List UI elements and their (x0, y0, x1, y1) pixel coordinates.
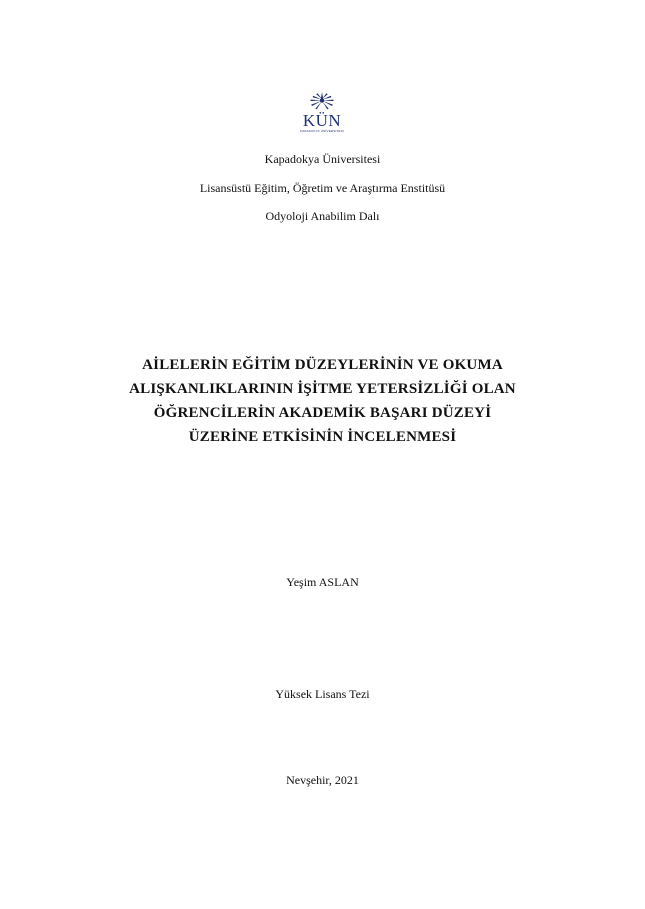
university-logo (297, 90, 347, 133)
author-name: Yeşim ASLAN (286, 575, 359, 589)
department-name: Odyoloji Anabilim Dalı (265, 209, 380, 223)
university-name: Kapadokya Üniversitesi (264, 152, 381, 166)
kun-university-emblem-icon (308, 90, 336, 112)
thesis-title (90, 353, 555, 449)
thesis-title-line: AİLELERİN EĞİTİM DÜZEYLERİNİN VE OKUMA (142, 357, 503, 373)
logo-subtext: KAPADOKYA ÜNİVERSİTESİ (300, 129, 344, 133)
institute-name: Lisansüstü Eğitim, Öğretim ve Araştırma Enstitüsü (199, 181, 446, 195)
thesis-title-line: ALIŞKANLIKLARININ İŞİTME YETERSİZLİĞİ OLAN (129, 381, 516, 397)
thesis-title-line: ÜZERİNE ETKİSİNİN İNCELENMESİ (188, 429, 457, 445)
thesis-title-line: ÖĞRENCİLERİN AKADEMİK BAŞARI DÜZEYİ (153, 405, 492, 421)
logo-wordmark: KÜN (302, 111, 342, 130)
place-date: Nevşehir, 2021 (286, 773, 359, 787)
thesis-type: Yüksek Lisans Tezi (275, 687, 370, 701)
